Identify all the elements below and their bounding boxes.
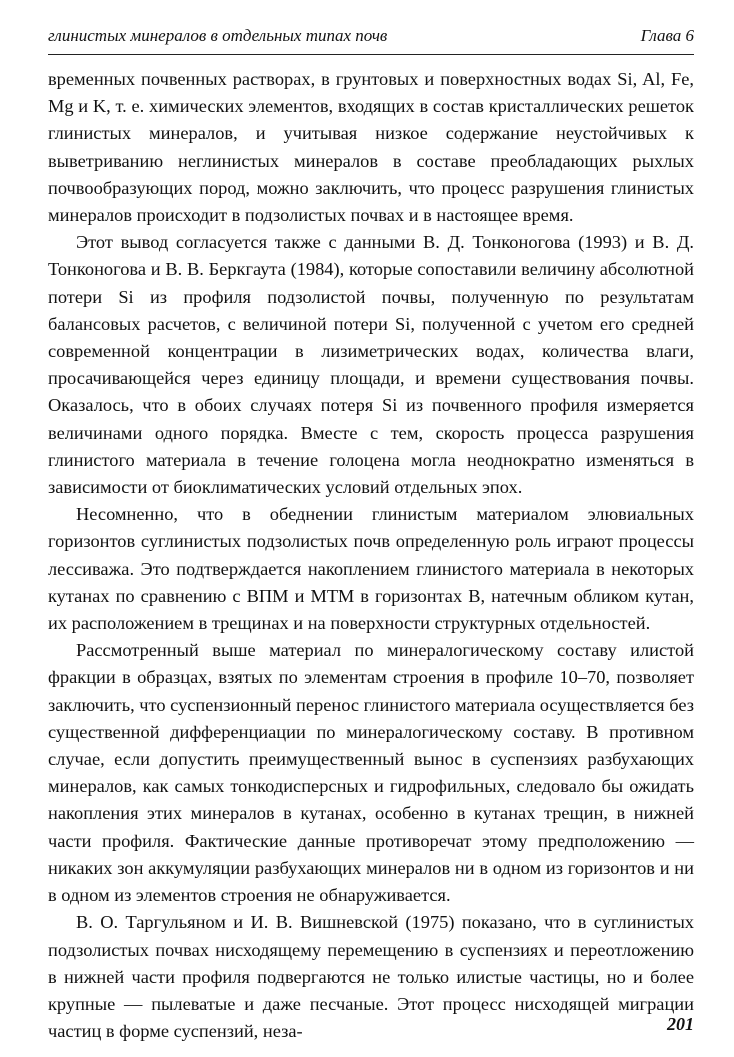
paragraph: Несомненно, что в обеднении глинистым материалом элювиальных горизонтов суглинистых подзолистых почв определенную роль играют процессы лессиважа. Это подтверждается накоплением глинистого материала в некоторых кутанах по сравнению с ВПМ и МТМ в горизонтах В, натечным обликом кутан, их расположением в трещинах и на поверхности структурных отдельностей.	[48, 504, 694, 634]
header-rule	[48, 54, 694, 55]
paragraph: временных почвенных растворах, в грунтовых и поверхностных водах Si, Al, Fe, Mg и K, т. е. химических элементов, входящих в состав кристаллических решеток глинистых минералов, и учитывая низкое содержание неустойчивых к выветриванию неглинистых минералов в составе преобладающих рыхлых почвообразующих пород, можно заключить, что процесс разрушения глинистых минералов происходит в подзолистых почвах и в настоящее время.	[48, 69, 694, 226]
running-header	[48, 26, 694, 46]
running-header-title: глинистых минералов в отдельных типах почв	[48, 26, 388, 45]
paragraph: В. О. Таргульяном и И. В. Вишневской (1975) показано, что в суглинистых подзолистых почвах нисходящему перемещению в суспензиях и переотложению в нижней части профиля подвергаются не только илистые частицы, но и более крупные — пылеватые и даже песчаные. Этот процесс нисходящей миграции частиц в форме суспензий, неза-	[48, 912, 694, 1042]
body-text	[48, 66, 694, 1045]
paragraph: Этот вывод согласуется также с данными В. Д. Тонконогова (1993) и В. Д. Тонконогова и В. В. Беркгаута (1984), которые сопоставили величину абсолютной потери Si из профиля подзолистой почвы, полученную по результатам балансовых расчетов, с величиной потери Si, полученной с учетом его средней современной концентрации в лизиметрических водах, количества влаги, просачивающейся через единицу площади, и времени существования почвы. Оказалось, что в обоих случаях потеря Si из почвенного профиля измеряется величинами одного порядка. Вместе с тем, скорость процесса разрушения глинистого материала в течение голоцена могла неоднократно изменяться в зависимости от биоклиматических условий отдельных эпох.	[48, 232, 694, 498]
paragraph: Рассмотренный выше материал по минералогическому составу илистой фракции в образцах, взятых по элементам строения в профиле 10–70, позволяет заключить, что суспензионный перенос глинистого материала осуществляется без существенной дифференциации по минералогическому составу. В противном случае, если допустить преимущественный вынос в суспензиях разбухающих минералов, как самых тонкодисперсных и гидрофильных, следовало бы ожидать накопления этих минералов в кутанах, особенно в кутанах трещин, в нижней части профиля. Фактические данные противоречат этому предположению — никаких зон аккумуляции разбухающих минералов ни в одном из горизонтов и ни в одном из элементов строения не обнаруживается.	[48, 640, 694, 906]
running-header-chapter: Глава 6	[640, 26, 694, 45]
page-number: 201	[667, 1014, 694, 1034]
